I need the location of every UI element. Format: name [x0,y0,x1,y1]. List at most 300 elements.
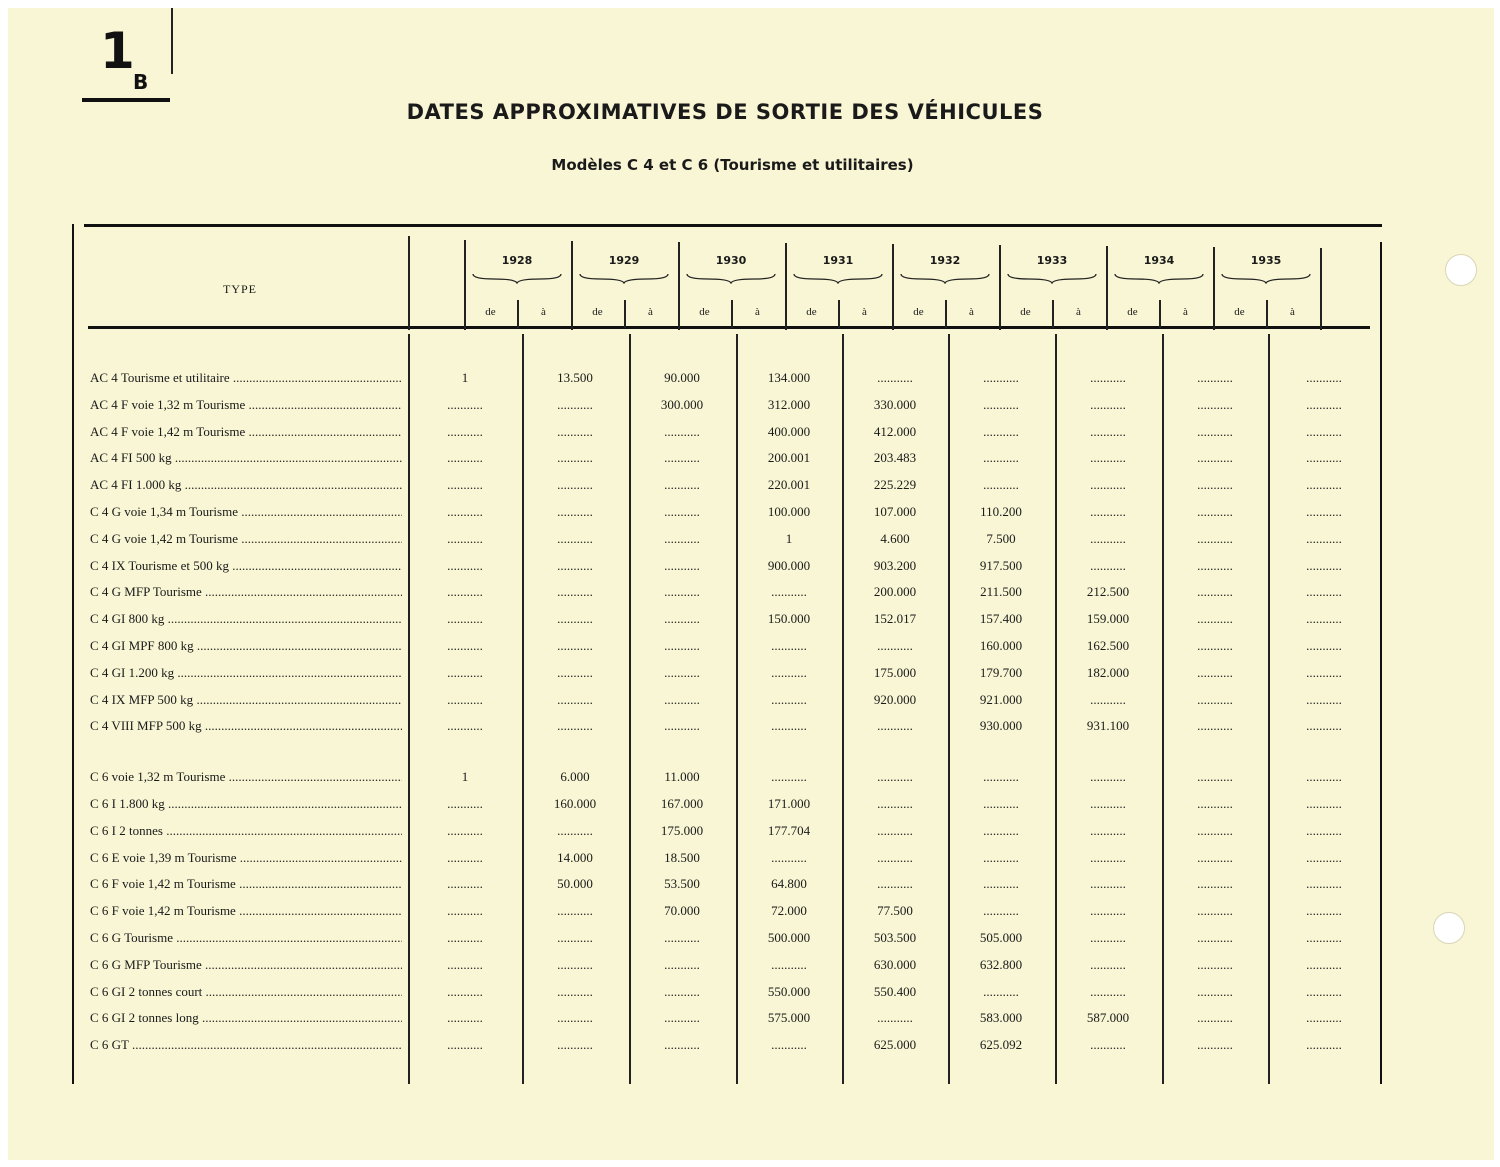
row-value-cell: 100.000 [767,504,811,519]
row-value-cell: 7.500 [986,530,1016,546]
table-row [72,930,1382,957]
row-value-cell: 587.000 [1086,1010,1130,1026]
row-value-cell: 167.000 [660,796,704,811]
row-value-cell: 630.000 [873,956,917,972]
row-value-cell: ........... [1306,638,1342,653]
row-value-cell: ........... [447,796,483,811]
row-value-cell: ........... [1090,423,1126,439]
row-value-cell: ........... [1090,450,1126,466]
row-value-cell: 13.500 [557,370,593,385]
table-top-rule [84,224,1382,227]
table-row [72,1037,1382,1064]
row-value-cell: ........... [1197,903,1233,919]
table-row [72,450,1382,477]
row-value-cell: ........... [557,822,593,838]
table-row [72,718,1382,745]
row-value-cell: 1 [461,769,469,785]
header-subdivider [838,300,840,328]
row-value-cell: ........... [1306,903,1342,919]
row-value-cell: ........... [1197,638,1233,653]
row-type-label: AC 4 FI 1.000 kg ..... [90,477,402,493]
row-value-cell: ........... [1306,504,1342,519]
year-from-label: de [1020,306,1031,318]
year-header: 1928 [501,254,533,267]
row-value-cell: ........... [664,557,700,573]
table-row [72,692,1382,719]
row-value-cell: ........... [983,396,1019,412]
row-value-cell: ........... [1197,370,1233,385]
row-value-cell: ........... [1090,530,1126,546]
row-value-cell: ........... [1197,584,1233,600]
table-row [72,876,1382,903]
row-type-label: C 6 F voie 1,42 m Tourisme ..... [90,876,402,892]
row-value-cell: ........... [664,611,700,627]
year-from-label: de [699,306,710,318]
row-value-cell: ........... [447,983,483,999]
row-type-label: C 4 GI 1.200 kg ..... [90,665,402,681]
year-from-label: de [913,306,924,318]
row-value-cell: ........... [1306,477,1342,493]
row-value-cell: 53.500 [664,876,700,892]
row-value-cell: ........... [447,557,483,573]
row-type-label: C 6 G Tourisme ..... [90,930,402,946]
year-to-label: à [1076,306,1081,318]
row-value-cell: ........... [983,796,1019,811]
row-value-cell: ........... [1306,691,1342,707]
row-value-cell: ........... [1090,796,1126,811]
row-value-cell: ........... [1197,849,1233,865]
row-value-cell: ........... [447,584,483,600]
row-value-cell: ........... [1197,611,1233,627]
row-value-cell: ........... [1306,718,1342,734]
row-value-cell: 160.000 [979,638,1023,653]
row-value-cell: 157.400 [979,611,1023,627]
row-value-cell: ........... [664,930,700,945]
row-value-cell: ........... [557,983,593,999]
row-value-cell: ........... [557,1037,593,1053]
row-value-cell: ........... [447,876,483,892]
table-row [72,769,1382,796]
row-value-cell: ........... [1090,876,1126,892]
row-value-cell: ........... [771,638,807,653]
binder-hole-top [1445,254,1477,286]
row-value-cell: ........... [1306,370,1342,385]
row-value-cell: ........... [983,849,1019,865]
row-value-cell: 1 [785,530,793,546]
row-value-cell: 64.800 [771,876,807,892]
row-value-cell: 930.000 [979,718,1023,734]
row-value-cell: ........... [1090,983,1126,999]
row-type-label: AC 4 F voie 1,42 m Tourisme ..... [90,424,402,440]
row-value-cell: ........... [1090,903,1126,919]
table-header-rule [88,326,1370,329]
row-value-cell: 11.000 [664,769,700,785]
table-row [72,796,1382,823]
row-value-cell: ........... [664,1010,700,1026]
row-value-cell: 177.704 [767,822,811,838]
row-value-cell: ........... [1197,983,1233,999]
row-value-cell: ........... [557,718,593,734]
row-value-cell: ........... [447,530,483,546]
row-value-cell: ........... [447,903,483,919]
row-value-cell: 921.000 [979,691,1023,707]
row-value-cell: 179.700 [979,664,1023,680]
row-value-cell: ........... [557,956,593,972]
year-brace-icon [793,272,883,284]
row-value-cell: ........... [557,584,593,600]
row-value-cell: 134.000 [767,370,811,385]
row-value-cell: 152.017 [873,611,917,627]
row-value-cell: 159.000 [1086,611,1130,627]
row-value-cell: 70.000 [664,903,700,919]
row-value-cell: 203.483 [873,450,917,466]
row-value-cell: ........... [447,664,483,680]
year-to-label: à [862,306,867,318]
row-value-cell: ........... [1306,396,1342,412]
header-subdivider [945,300,947,328]
row-type-label: C 6 I 2 tonnes ..... [90,823,402,839]
row-value-cell: 110.200 [980,504,1022,519]
page-section-letter: B [133,70,149,94]
row-value-cell: ........... [557,396,593,412]
row-value-cell: ........... [1197,664,1233,680]
row-value-cell: ........... [877,638,913,653]
row-value-cell: ........... [1090,477,1126,493]
row-type-label: C 6 E voie 1,39 m Tourisme ..... [90,850,402,866]
year-to-label: à [969,306,974,318]
type-column-header: TYPE [223,282,257,296]
row-value-cell: ........... [1306,930,1342,945]
row-type-label: C 6 G MFP Tourisme ..... [90,957,402,973]
table-row [72,611,1382,638]
production-dates-table [72,224,1382,1084]
row-type-label: C 6 GI 2 tonnes court ..... [90,984,402,1000]
row-value-cell: ........... [557,1010,593,1026]
table-row [72,397,1382,424]
table-row [72,531,1382,558]
row-type-label: C 4 GI MPF 800 kg ..... [90,638,402,654]
row-value-cell: ........... [877,849,913,865]
row-value-cell: ........... [447,849,483,865]
row-value-cell: 72.000 [771,903,807,919]
year-brace-icon [1221,272,1311,284]
row-value-cell: ........... [771,584,807,600]
row-value-cell: ........... [983,983,1019,999]
binder-hole-bottom [1433,912,1465,944]
row-value-cell: 212.500 [1086,584,1130,600]
row-value-cell: ........... [1306,423,1342,439]
row-value-cell: ........... [557,638,593,653]
row-value-cell: ........... [664,504,700,519]
table-row [72,504,1382,531]
row-type-label: AC 4 F voie 1,32 m Tourisme ..... [90,397,402,413]
row-value-cell: ........... [447,718,483,734]
row-value-cell: ........... [557,423,593,439]
row-value-cell: ........... [1090,691,1126,707]
year-from-label: de [592,306,603,318]
row-value-cell: ........... [664,983,700,999]
year-header: 1930 [715,254,747,267]
row-value-cell: 220.001 [767,477,811,493]
row-type-label: C 4 G MFP Tourisme ..... [90,584,402,600]
row-value-cell: 90.000 [664,370,700,385]
year-brace-icon [686,272,776,284]
year-to-label: à [648,306,653,318]
row-value-cell: ........... [1306,450,1342,466]
row-value-cell: 225.229 [873,477,917,493]
row-value-cell: 920.000 [873,691,917,707]
row-value-cell: ........... [664,718,700,734]
year-brace-icon [1114,272,1204,284]
row-value-cell: 175.000 [873,664,917,680]
row-value-cell: 917.500 [979,557,1023,573]
row-value-cell: ........... [664,530,700,546]
row-type-label: C 6 F voie 1,42 m Tourisme ..... [90,903,402,919]
header-subdivider [731,300,733,328]
year-to-label: à [1290,306,1295,318]
row-value-cell: 171.000 [767,796,811,811]
row-value-cell: ........... [1197,530,1233,546]
header-subdivider [517,300,519,328]
row-value-cell: 900.000 [767,557,811,573]
table-row [72,665,1382,692]
row-value-cell: 500.000 [767,930,811,945]
row-type-label: AC 4 FI 500 kg ..... [90,450,402,466]
row-value-cell: ........... [1090,1037,1126,1053]
row-type-label: C 6 voie 1,32 m Tourisme ..... [90,769,402,785]
row-value-cell: ........... [1306,849,1342,865]
row-value-cell: 300.000 [660,396,704,412]
year-header: 1933 [1036,254,1068,267]
row-value-cell: ........... [447,638,483,653]
year-brace-icon [900,272,990,284]
row-value-cell: ........... [877,796,913,811]
page-subtitle: Modèles C 4 et C 6 (Tourisme et utilitaires) [551,156,914,174]
row-value-cell: ........... [447,930,483,945]
row-value-cell: ........... [1090,822,1126,838]
row-value-cell: 903.200 [873,557,917,573]
row-value-cell: 150.000 [767,611,811,627]
row-value-cell: ........... [1090,557,1126,573]
row-value-cell: 200.001 [767,450,811,466]
row-value-cell: ........... [1197,956,1233,972]
header-subdivider [624,300,626,328]
row-value-cell: ........... [1090,396,1126,412]
row-type-label: C 4 IX Tourisme et 500 kg ..... [90,558,402,574]
row-value-cell: ........... [771,664,807,680]
row-value-cell: ........... [877,370,913,385]
row-value-cell: ........... [1306,557,1342,573]
row-value-cell: ........... [557,557,593,573]
row-value-cell: 550.000 [767,983,811,999]
table-row [72,638,1382,665]
year-header: 1932 [929,254,961,267]
row-value-cell: ........... [1306,584,1342,600]
year-header: 1929 [608,254,640,267]
row-type-label: C 4 G voie 1,34 m Tourisme ..... [90,504,402,520]
row-value-cell: 575.000 [767,1010,811,1026]
table-row [72,370,1382,397]
header-subdivider [1159,300,1161,328]
row-value-cell: 632.800 [979,956,1023,972]
row-value-cell: ........... [1197,557,1233,573]
row-value-cell: ........... [1197,769,1233,785]
row-value-cell: ........... [771,718,807,734]
row-value-cell: ........... [447,396,483,412]
header-divider-type [408,236,410,330]
row-value-cell: ........... [557,611,593,627]
row-value-cell: 503.500 [873,930,917,945]
row-type-label: C 4 VIII MFP 500 kg ..... [90,718,402,734]
row-value-cell: ........... [557,477,593,493]
row-value-cell: 162.500 [1086,638,1130,653]
row-value-cell: 14.000 [557,849,593,865]
row-value-cell: ........... [1306,822,1342,838]
row-value-cell: ........... [664,584,700,600]
row-value-cell: ........... [664,664,700,680]
row-value-cell: ........... [557,903,593,919]
page-number: 1 [100,22,133,80]
year-brace-icon [579,272,669,284]
table-row [72,903,1382,930]
row-value-cell: 312.000 [767,396,811,412]
row-value-cell: ........... [771,769,807,785]
row-value-cell: ........... [1306,611,1342,627]
row-value-cell: 160.000 [553,796,597,811]
row-value-cell: ........... [447,1037,483,1053]
year-header: 1931 [822,254,854,267]
row-type-label: C 4 GI 800 kg ..... [90,611,402,627]
row-value-cell: 200.000 [873,584,917,600]
row-value-cell: ........... [447,611,483,627]
year-to-label: à [755,306,760,318]
header-subdivider [1052,300,1054,328]
row-value-cell: ........... [771,956,807,972]
row-value-cell: ........... [1306,796,1342,811]
row-value-cell: ........... [557,450,593,466]
row-value-cell: ........... [1197,876,1233,892]
row-value-cell: ........... [1306,530,1342,546]
row-value-cell: 1 [461,370,469,385]
row-type-label: C 6 GT ..... [90,1037,402,1053]
row-value-cell: ........... [1197,1010,1233,1026]
row-value-cell: ........... [1197,822,1233,838]
row-value-cell: ........... [771,691,807,707]
row-value-cell: ........... [983,903,1019,919]
table-row [72,850,1382,877]
row-value-cell: ........... [1197,718,1233,734]
row-value-cell: ........... [447,450,483,466]
row-value-cell: ........... [1197,423,1233,439]
row-value-cell: ........... [557,691,593,707]
row-value-cell: 18.500 [664,849,700,865]
row-value-cell: ........... [983,370,1019,385]
row-value-cell: ........... [447,477,483,493]
row-value-cell: ........... [1197,477,1233,493]
row-value-cell: ........... [983,876,1019,892]
row-type-label: AC 4 Tourisme et utilitaire ..... [90,370,402,386]
row-value-cell: ........... [771,1037,807,1053]
row-value-cell: ........... [1306,664,1342,680]
row-value-cell: 4.600 [880,530,910,546]
row-value-cell: 625.000 [873,1037,917,1053]
row-value-cell: 6.000 [560,769,590,785]
page-title: DATES APPROXIMATIVES DE SORTIE DES VÉHICULES [406,100,1044,124]
row-value-cell: ........... [1197,396,1233,412]
year-to-label: à [1183,306,1188,318]
row-value-cell: ........... [983,423,1019,439]
row-value-cell: ........... [1197,930,1233,945]
row-value-cell: ........... [1090,930,1126,945]
row-value-cell: 583.000 [979,1010,1023,1026]
year-from-label: de [806,306,817,318]
row-value-cell: 505.000 [979,930,1023,945]
row-value-cell: 211.500 [980,584,1022,600]
row-value-cell: 400.000 [767,423,811,439]
row-value-cell: ........... [877,876,913,892]
row-value-cell: ........... [1197,796,1233,811]
row-value-cell: ........... [877,822,913,838]
page-tab [8,8,173,80]
row-value-cell: ........... [447,504,483,519]
row-value-cell: 77.500 [877,903,913,919]
header-subdivider [1266,300,1268,328]
row-value-cell: ........... [1306,1010,1342,1026]
row-value-cell: ........... [1197,450,1233,466]
row-value-cell: ........... [771,849,807,865]
table-row [72,1010,1382,1037]
row-value-cell: 550.400 [873,983,917,999]
row-value-cell: ........... [983,477,1019,493]
row-value-cell: ........... [1090,849,1126,865]
row-value-cell: ........... [557,664,593,680]
row-value-cell: ........... [1197,504,1233,519]
row-value-cell: ........... [877,718,913,734]
table-row [72,984,1382,1011]
row-type-label: C 4 G voie 1,42 m Tourisme ..... [90,531,402,547]
row-value-cell: ........... [557,930,593,945]
row-value-cell: 931.100 [1086,718,1130,734]
row-value-cell: ........... [664,956,700,972]
row-type-label: C 6 I 1.800 kg ..... [90,796,402,812]
row-value-cell: ........... [1197,1037,1233,1053]
row-value-cell: 182.000 [1086,664,1130,680]
row-value-cell: ........... [664,691,700,707]
year-from-label: de [485,306,496,318]
row-value-cell: ........... [983,769,1019,785]
table-row [72,477,1382,504]
row-value-cell: ........... [1306,956,1342,972]
row-value-cell: 412.000 [873,423,917,439]
row-value-cell: ........... [447,423,483,439]
year-brace-icon [472,272,562,284]
year-to-label: à [541,306,546,318]
row-value-cell: ........... [447,956,483,972]
row-value-cell: ........... [1306,1037,1342,1053]
header-divider-year-end [1320,248,1322,330]
row-value-cell: ........... [1090,504,1126,519]
year-brace-icon [1007,272,1097,284]
row-type-label: C 4 IX MFP 500 kg ..... [90,692,402,708]
table-row [72,558,1382,585]
row-value-cell: ........... [1090,956,1126,972]
row-value-cell: ........... [877,1010,913,1026]
row-value-cell: 50.000 [557,876,593,892]
row-value-cell: ........... [1306,983,1342,999]
row-value-cell: 330.000 [873,396,917,412]
year-header: 1935 [1250,254,1282,267]
table-row [72,823,1382,850]
